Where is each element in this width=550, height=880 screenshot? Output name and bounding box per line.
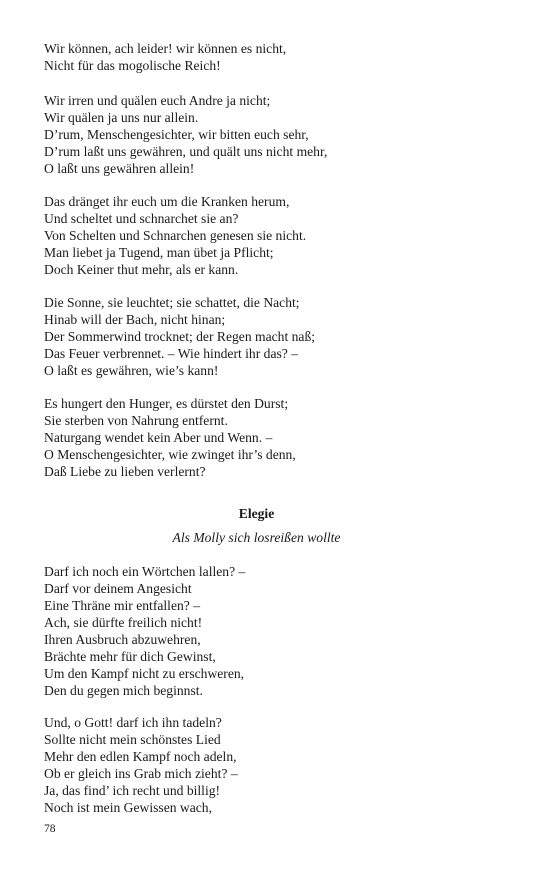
- poem-title: Elegie: [238, 506, 275, 521]
- verse-line: Wir quälen ja uns nur allein.: [44, 110, 199, 125]
- verse-line: O laßt uns gewähren allein!: [44, 161, 195, 176]
- poem2-stanza-2: [44, 714, 504, 816]
- verse-line: Hinab will der Bach, nicht hinan;: [44, 312, 226, 327]
- verse-line: Ach, sie dürfte freilich nicht!: [44, 615, 203, 630]
- verse-line: Der Sommerwind trocknet; der Regen macht naß;: [44, 329, 316, 344]
- verse-line: D’rum, Menschengesichter, wir bitten euch sehr,: [44, 127, 309, 142]
- verse-line: D’rum laßt uns gewähren, und quält uns nicht mehr,: [44, 144, 328, 159]
- verse-line: Darf vor deinem Angesicht: [44, 581, 192, 596]
- poem1-stanza-2: [44, 92, 504, 177]
- verse-line: O Menschengesichter, wie zwinget ihr’s denn,: [44, 447, 296, 462]
- verse-line: Man liebet ja Tugend, man übet ja Pflicht;: [44, 245, 274, 260]
- verse-line: Wir irren und quälen euch Andre ja nicht;: [44, 93, 271, 108]
- verse-line: Sollte nicht mein schönstes Lied: [44, 732, 221, 747]
- verse-line: Von Schelten und Schnarchen genesen sie nicht.: [44, 228, 307, 243]
- verse-line: Und scheltet und schnarchet sie an?: [44, 211, 239, 226]
- verse-line: Nicht für das mogolische Reich!: [44, 58, 221, 73]
- verse-line: Ob er gleich ins Grab mich zieht? –: [44, 766, 238, 781]
- verse-line: Ja, das find’ ich recht und billig!: [44, 783, 221, 798]
- verse-line: Mehr den edlen Kampf noch adeln,: [44, 749, 237, 764]
- verse-line: Um den Kampf nicht zu erschweren,: [44, 666, 245, 681]
- verse-line: Doch Keiner thut mehr, als er kann.: [44, 262, 239, 277]
- verse-line: Und, o Gott! darf ich ihn tadeln?: [44, 715, 222, 730]
- verse-line: Sie sterben von Nahrung entfernt.: [44, 413, 228, 428]
- verse-line: Das dränget ihr euch um die Kranken herum,: [44, 194, 290, 209]
- poem1-stanza-4: [44, 294, 504, 379]
- verse-line: Naturgang wendet kein Aber und Wenn. –: [44, 430, 273, 445]
- verse-line: Wir können, ach leider! wir können es nicht,: [44, 41, 287, 56]
- poem-subtitle: Als Molly sich losreißen wollte: [172, 530, 341, 545]
- poem1-stanza-1: [44, 40, 504, 74]
- verse-line: Brächte mehr für dich Gewinst,: [44, 649, 216, 664]
- verse-line: Eine Thräne mir entfallen? –: [44, 598, 201, 613]
- poem1-stanza-5: [44, 395, 504, 480]
- verse-line: Es hungert den Hunger, es dürstet den Durst;: [44, 396, 289, 411]
- verse-line: Darf ich noch ein Wörtchen lallen? –: [44, 564, 246, 579]
- page-number: 78: [44, 823, 56, 835]
- poem1-stanza-3: [44, 193, 504, 278]
- verse-line: Den du gegen mich beginnst.: [44, 683, 203, 698]
- verse-line: Daß Liebe zu lieben verlernt?: [44, 464, 206, 479]
- verse-line: Ihren Ausbruch abzuwehren,: [44, 632, 201, 647]
- verse-line: O laßt es gewähren, wie’s kann!: [44, 363, 219, 378]
- verse-line: Die Sonne, sie leuchtet; sie schattet, die Nacht;: [44, 295, 300, 310]
- verse-line: Das Feuer verbrennet. – Wie hindert ihr das? –: [44, 346, 298, 361]
- poem2-stanza-1: [44, 563, 504, 699]
- verse-line: Noch ist mein Gewissen wach,: [44, 800, 212, 815]
